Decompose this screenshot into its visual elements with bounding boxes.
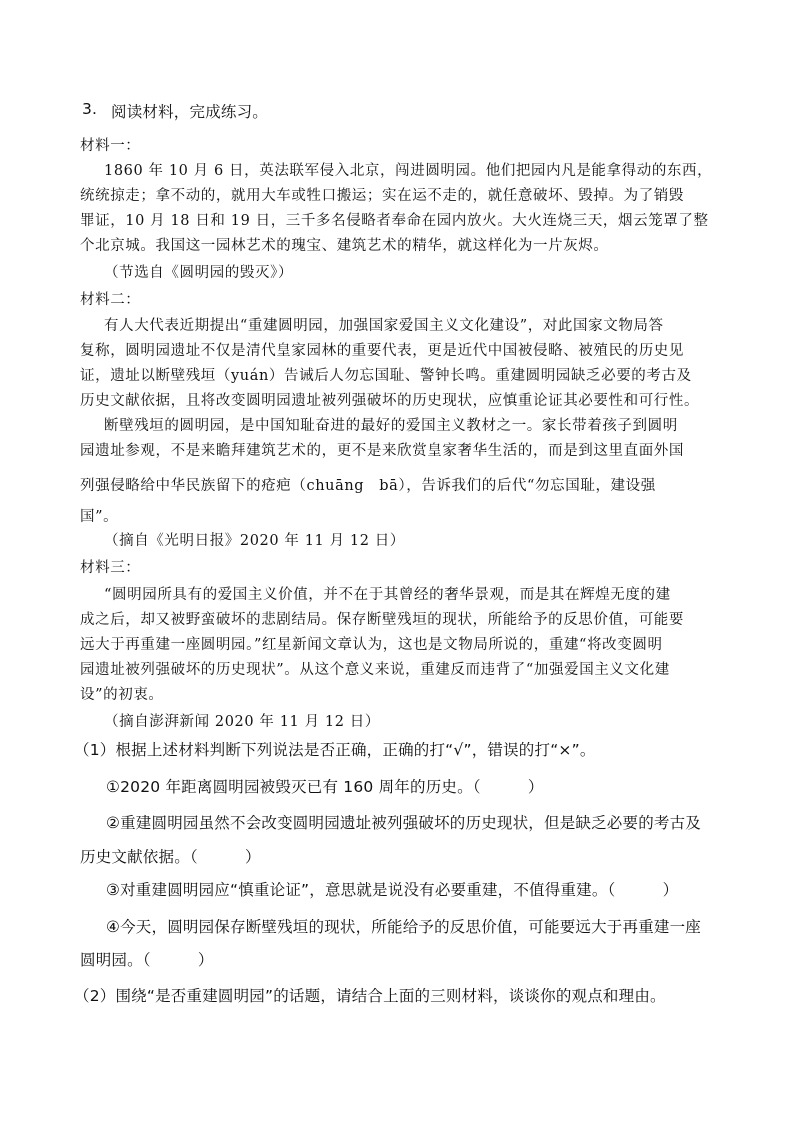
part1-item-2-cont: 历史文献依据。（ ） [80,848,261,866]
material2-line: 园遗址参观，不是来瞻拜建筑艺术的，更不是来欣赏皇家奢华生活的，而是到这里直面外国 [80,443,684,459]
material2-line: 历史文献依据，且将改变圆明园遗址被列强破坏的历史现状，应慎重论证其必要性和可行性。 [80,393,700,409]
part1-item-1: ①2020 年距离圆明园被毁灭已有 160 周年的历史。（ ） [106,778,544,796]
material2-line: 复称，圆明园遗址不仅是清代皇家园林的重要代表，更是近代中国被侵略、被殖民的历史见 [80,343,684,359]
part1-item-3: ③对重建圆明园应“慎重论证”，意思就是说没有必要重建，不值得重建。（ ） [106,881,679,899]
material1-line: 个北京城。我国这一园林艺术的瑰宝、建筑艺术的精华，就这样化为一片灰烬。 [80,238,609,254]
material1-line: 罪证，10 月 18 日和 19 日，三千多名侵略者奉命在园内放火。大火连烧三天，烟云笼罩了整 [80,213,709,229]
material3-line: 远大于再重建一座圆明园。”红星新闻文章认为，这也是文物局所说的，重建“将改变圆明 [80,637,663,653]
material2-label: 材料二： [80,292,141,308]
material2-line: 有人大代表近期提出“重建圆明园，加强国家爱国主义文化建设”，对此国家文物局答 [104,318,664,334]
question-number: 3. [82,100,98,118]
material1-line: 1860 年 10 月 6 日，英法联军侵入北京，闯进圆明园。他们把园内凡是能拿得动的东西， [104,163,713,179]
material3-source: （摘自澎湃新闻 2020 年 11 月 12 日） [104,714,380,730]
material1-source: （节选自《圆明园的毁灭》） [104,265,294,281]
part1-prompt: （1）根据上述材料判断下列说法是否正确，正确的打“√”，错误的打“×”。 [74,741,596,759]
material3-line: “圆明园所具有的爱国主义价值，并不在于其曾经的奢华景观，而是其在辉煌无度的建 [104,587,671,603]
material2-line: 证，遗址以断壁残垣（yuán）告诫后人勿忘国耻、警钟长鸣。重建圆明园缺乏必要的考古及 [80,368,692,384]
part1-item-4: ④今天，圆明园保存断壁残垣的现状，所能给予的反思价值，可能要远大于再重建一座 [106,918,701,936]
material2-line: 国”。 [80,509,119,525]
material3-line: 成之后，却又被野蛮破坏的悲剧结局。保存断壁残垣的现状，所能给予的反思价值，可能要 [80,612,684,628]
part2-prompt: （2）围绕“是否重建圆明园”的话题，请结合上面的三则材料，谈谈你的观点和理由。 [74,987,666,1005]
material3-label: 材料三： [80,560,141,576]
material2-line: 断壁残垣的圆明园，是中国知耻奋进的最好的爱国主义教材之一。家长带着孩子到圆明 [104,418,678,434]
material1-label: 材料一： [80,138,141,154]
question-prompt: 阅读材料，完成练习。 [111,103,269,121]
material1-line: 统统掠走；拿不动的，就用大车或牲口搬运；实在运不走的，就任意破坏、毁掉。为了销毁 [80,188,684,204]
material2-source: （摘自《光明日报》2020 年 11 月 12 日） [104,533,405,549]
part1-item-2: ②重建圆明园虽然不会改变圆明园遗址被列强破坏的历史现状，但是缺乏必要的考古及 [106,814,701,832]
material3-line: 设”的初衷。 [80,687,164,703]
material2-line: 列强侵略给中华民族留下的疮疤（chuāng bā），告诉我们的后代“勿忘国耻，建设强 [80,478,656,494]
material3-line: 园遗址被列强破坏的历史现状”。从这个意义来说，重建反而违背了“加强爱国主义文化建 [80,662,670,678]
part1-item-4-cont: 圆明园。（ ） [80,951,214,969]
